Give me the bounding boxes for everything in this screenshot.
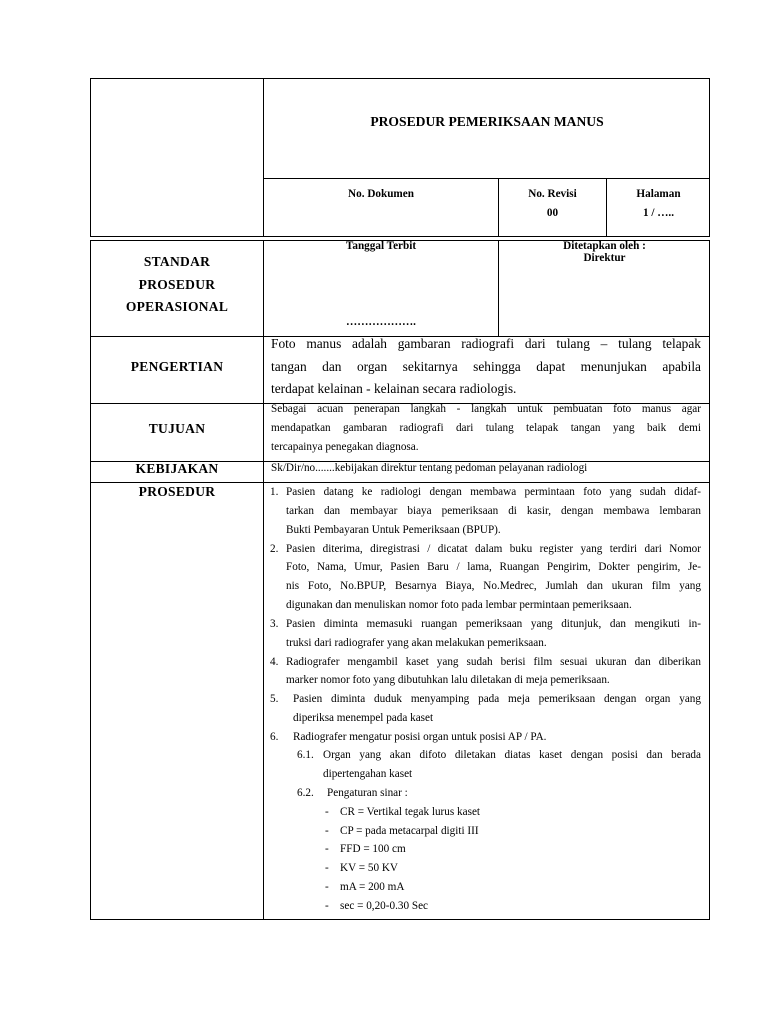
dash-bullet: - bbox=[325, 806, 329, 818]
step-2-line: nis Foto, No.BPUP, Besarnya Biaya, No.Medrec, Jumlah dan ukuran film yang bbox=[286, 580, 701, 592]
spo-label-line1: STANDAR bbox=[143, 254, 211, 269]
spo-label-line2: PROSEDUR bbox=[138, 277, 216, 292]
halaman-value: 1 / ….. bbox=[642, 207, 675, 219]
pengertian-label: PENGERTIAN bbox=[130, 359, 224, 374]
step-1-line: Pasien datang ke radiologi dengan membawa permintaan foto yang sudah didaf- bbox=[286, 486, 701, 498]
step-6-2-line: Pengaturan sinar : bbox=[327, 787, 408, 799]
substep-number: 6.2. bbox=[297, 787, 314, 799]
step-4-line: Radiografer mengambil kaset yang sudah berisi film sesuai ukuran dan diberikan bbox=[286, 656, 701, 668]
step-number: 2. bbox=[270, 543, 279, 555]
step-2-line: Foto, Nama, Umur, Pasien Baru / lama, Ruangan Pengirim, Dokter pengirim, Je- bbox=[286, 561, 701, 573]
kebijakan-label: KEBIJAKAN bbox=[135, 461, 219, 476]
dash-bullet: - bbox=[325, 825, 329, 837]
step-number: 1. bbox=[270, 486, 279, 498]
step-6-1-line: dipertengahan kaset bbox=[323, 768, 413, 780]
document-title: PROSEDUR PEMERIKSAAN MANUS bbox=[370, 114, 604, 129]
step-2-line: digunakan dan menuliskan nomor foto pada lembar permintaan pemeriksaan. bbox=[286, 599, 632, 611]
step-6-line: Radiografer mengatur posisi organ untuk posisi AP / PA. bbox=[293, 731, 547, 743]
tujuan-line-1: Sebagai acuan penerapan langkah - langkah untuk pembuatan foto manus agar bbox=[271, 403, 701, 415]
step-number: 6. bbox=[270, 731, 279, 743]
tujuan-label: TUJUAN bbox=[148, 421, 206, 436]
step-1-line: Bukti Pembayaran Untuk Pemeriksaan (BPUP). bbox=[286, 524, 501, 536]
tanggal-terbit-label: Tanggal Terbit bbox=[345, 240, 417, 252]
sinar-item: sec = 0,20-0.30 Sec bbox=[340, 900, 429, 912]
step-5-line: diperiksa menempel pada kaset bbox=[293, 712, 434, 724]
sinar-item: CP = pada metacarpal digiti III bbox=[340, 825, 479, 837]
ditetapkan-value: Direktur bbox=[583, 252, 626, 264]
halaman-label: Halaman bbox=[636, 188, 681, 200]
step-6-1-line: Organ yang akan difoto diletakan diatas kaset dengan posisi dan berada bbox=[323, 749, 701, 761]
substep-number: 6.1. bbox=[297, 749, 314, 761]
sinar-item: mA = 200 mA bbox=[340, 881, 405, 893]
tujuan-line-3: tercapainya penegakan diagnosa. bbox=[271, 441, 419, 453]
step-1-line: tarkan dan membayar biaya pemeriksaan di kasir, dengan membawa lembaran bbox=[286, 505, 701, 517]
pengertian-line-3: terdapat kelainan - kelainan secara radiologis. bbox=[271, 381, 517, 396]
tanggal-terbit-value: ………………. bbox=[346, 316, 416, 328]
step-number: 5. bbox=[270, 693, 279, 705]
pengertian-line-1: Foto manus adalah gambaran radiografi dari tulang – tulang telapak bbox=[271, 336, 701, 351]
step-4-line: marker nomor foto yang dibutuhkan lalu diletakan di meja pemeriksaan. bbox=[286, 674, 610, 686]
step-5-line: Pasien diminta duduk menyamping pada meja pemeriksaan dengan organ yang bbox=[293, 693, 701, 705]
no-dokumen-label: No. Dokumen bbox=[348, 188, 414, 200]
no-revisi-label: No. Revisi bbox=[528, 188, 577, 200]
step-3-line: truksi dari radiografer yang akan melakukan pemeriksaan. bbox=[286, 637, 547, 649]
dash-bullet: - bbox=[325, 900, 329, 912]
prosedur-label: PROSEDUR bbox=[138, 484, 216, 499]
ditetapkan-label: Ditetapkan oleh : bbox=[563, 240, 646, 252]
kebijakan-text: Sk/Dir/no.......kebijakan direktur tentang pedoman pelayanan radiologi bbox=[271, 462, 588, 474]
sinar-item: KV = 50 KV bbox=[340, 862, 399, 874]
dash-bullet: - bbox=[325, 881, 329, 893]
step-number: 3. bbox=[270, 618, 279, 630]
sinar-item: CR = Vertikal tegak lurus kaset bbox=[340, 806, 481, 818]
spo-label-line3: OPERASIONAL bbox=[125, 299, 229, 314]
sinar-item: FFD = 100 cm bbox=[340, 843, 406, 855]
dash-bullet: - bbox=[325, 862, 329, 874]
pengertian-line-2: tangan dan organ sekitarnya sehingga dapat menunjukan apabila bbox=[271, 359, 701, 374]
step-number: 4. bbox=[270, 656, 279, 668]
dash-bullet: - bbox=[325, 843, 329, 855]
tujuan-line-2: mendapatkan gambaran radiografi dari tulang telapak tangan yang baik demi bbox=[271, 422, 701, 434]
step-3-line: Pasien diminta memasuki ruangan pemeriksaan yang ditunjuk, dan mengikuti in- bbox=[286, 618, 701, 630]
no-revisi-value: 00 bbox=[546, 207, 559, 219]
step-2-line: Pasien diterima, diregistrasi / dicatat dalam buku register yang terdiri dari Nomor bbox=[286, 543, 701, 555]
